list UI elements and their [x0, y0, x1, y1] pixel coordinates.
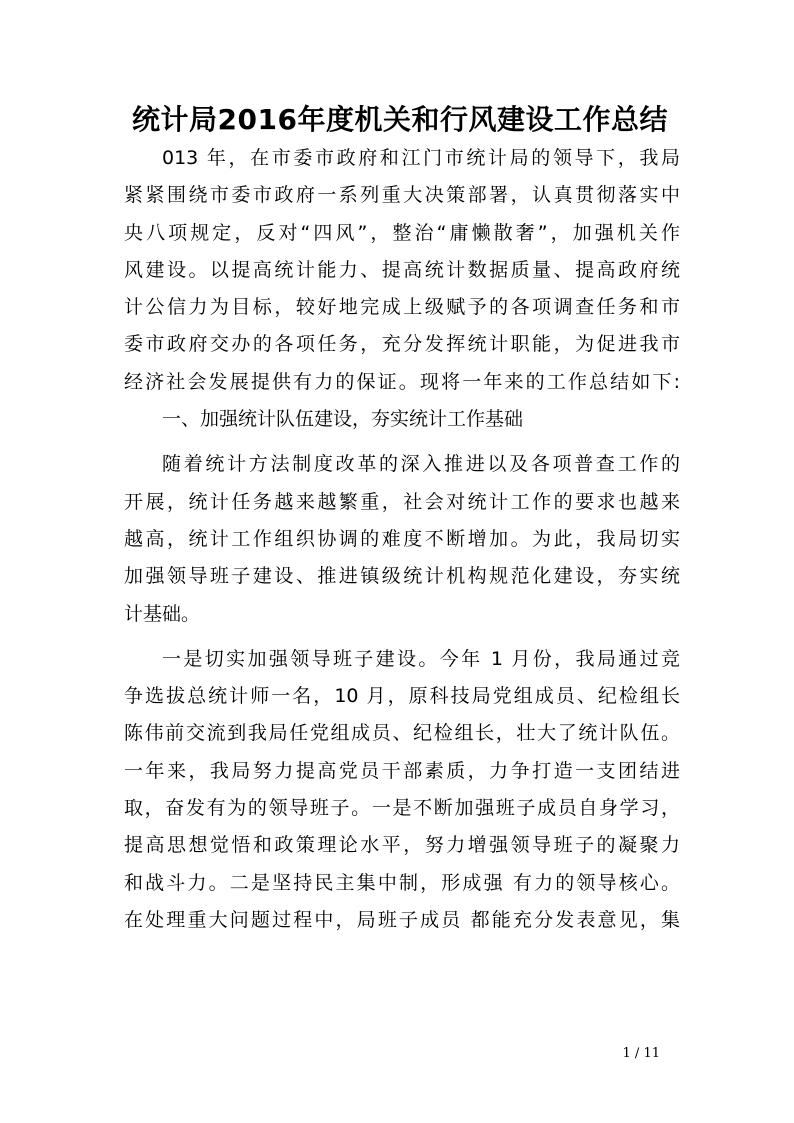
text-line: 计公信力为目标，较好地完成上级赋予的各项调查任务和市 — [124, 296, 680, 319]
text-line: 和战斗力。二是坚持民主集中制，形成强 有力的领导核心。 — [124, 871, 680, 894]
text-line: 委市政府交办的各项任务，充分发挥统计职能，为促进我市 — [124, 333, 680, 356]
paragraph-gap — [124, 633, 680, 641]
text-line: 计基础。 — [124, 602, 201, 625]
text-line: 风建设。以提高统计能力、提高统计数据质量、提高政府统 — [124, 258, 680, 281]
paragraph-gap — [124, 438, 680, 446]
text-line: 提高思想觉悟和政策理论水平，努力增强领导班子的凝聚力 — [124, 834, 680, 857]
text-line: 在处理重大问题过程中，局班子成员 都能充分发表意见，集 — [124, 908, 680, 931]
text-line: 陈伟前交流到我局任党组成员、纪检组长，壮大了统计队伍。 — [124, 722, 680, 745]
text-line: 013 年，在市委市政府和江门市统计局的领导下，我局 — [162, 147, 680, 169]
text-line: 经济社会发展提供有力的保证。现将一年来的工作总结如下: — [124, 370, 680, 393]
text-line: 取，奋发有为的领导班子。一是不断加强班子成员自身学习， — [124, 797, 680, 820]
document-title: 统计局2016年度机关和行风建设工作总结 — [132, 103, 668, 136]
text-line: 一是切实加强领导班子建设。今年 1 月份，我局通过竞 — [162, 647, 680, 670]
text-line: 开展，统计任务越来越繁重，社会对统计工作的要求也越来 — [124, 490, 680, 513]
text-line: 随着统计方法制度改革的深入推进以及各项普查工作的 — [162, 453, 680, 476]
page-number: 1 / 11 — [622, 1046, 660, 1061]
text-line: 加强领导班子建设、推进镇级统计机构规范化建设，夯实统 — [124, 565, 680, 588]
text-line: 央八项规定，反对“四风”，整治“庸懒散奢”，加强机关作 — [124, 221, 680, 244]
text-line: 争选拔总统计师一名，10 月，原科技局党组成员、纪检组长 — [124, 685, 680, 708]
text-line: 越高，统计工作组织协调的难度不断增加。为此，我局切实 — [124, 527, 680, 550]
document-body — [124, 140, 680, 939]
section-heading: 一、加强统计队伍建设，夯实统计工作基础 — [162, 408, 524, 431]
text-line: 一年来，我局努力提高党员干部素质，力争打造一支团结进 — [124, 759, 680, 782]
text-line: 紧紧围绕市委市政府一系列重大决策部署，认真贯彻落实中 — [124, 184, 680, 207]
